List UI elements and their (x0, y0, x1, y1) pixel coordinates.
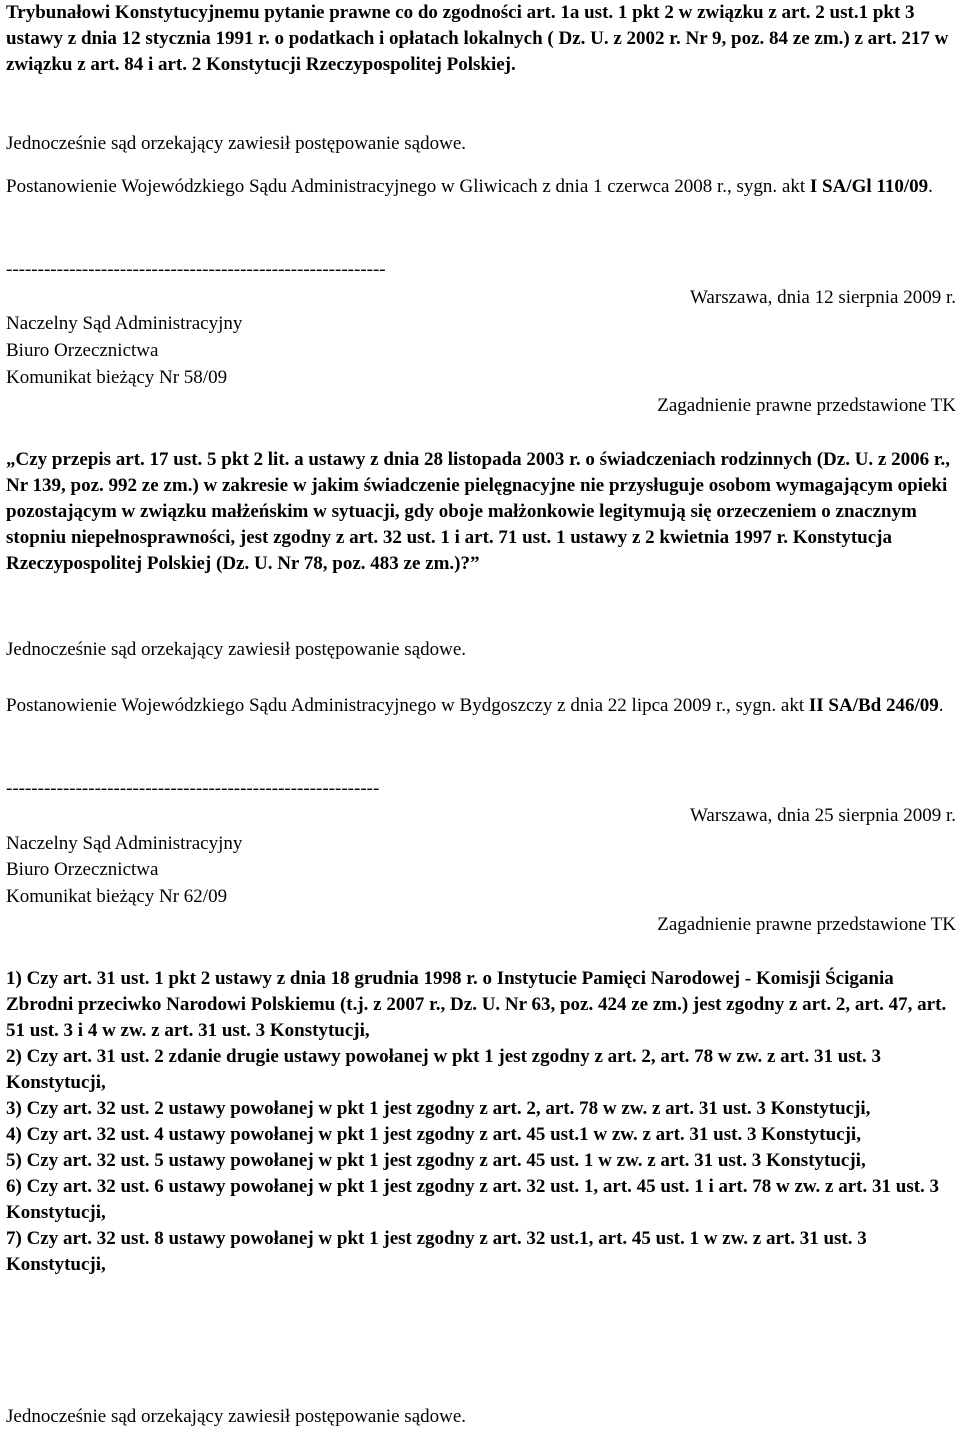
section1-decision-suffix: . (938, 695, 944, 716)
section1-date: Warszawa, dnia 12 sierpnia 2009 r. (690, 287, 956, 308)
intro-decision-reference (6, 174, 946, 200)
section2-suspended-note: Jednocześnie sąd orzekający zawiesił postępowanie sądowe. (6, 1406, 467, 1427)
intro-question-text: Trybunałowi Konstytucyjnemu pytanie prawne co do zgodności art. 1a ust. 1 pkt 2 w związku z art. 2 ust.1 pkt 3 ustawy z dnia 12 stycznia 1991 r. o podatkach i opłatach lokalnych ( Dz. U. z 2002 r. Nr 9, poz. 84 ze zm.) z art. 217 w związku z art. 84 i art. 2 Konstytucji Rzeczypospolitej Polskiej. (6, 2, 949, 75)
section1-decision-reference (6, 693, 946, 719)
section2-question-item: 3) Czy art. 32 ust. 2 ustawy powołanej w pkt 1 jest zgodny z art. 2, art. 78 w zw. z art. 31 ust. 3 Konstytucji, (6, 1098, 871, 1119)
section2-communique-number: Komunikat bieżący Nr 62/09 (6, 886, 228, 907)
section2-question-item: 4) Czy art. 32 ust. 4 ustawy powołanej w pkt 1 jest zgodny z art. 45 ust.1 w zw. z art. 31 ust. 3 Konstytucji, (6, 1124, 861, 1145)
section1-issue-type: Zagadnienie prawne przedstawione TK (657, 395, 956, 416)
section2-court-name: Naczelny Sąd Administracyjny (6, 833, 243, 854)
section2-question-item: 1) Czy art. 31 ust. 1 pkt 2 ustawy z dnia 18 grudnia 1998 r. o Instytucie Pamięci Narodowej - Komisji Ścigania Zbrodni przeciwko Narodowi Polskiemu (t.j. z 2007 r., Dz. U. Nr 63, poz. 424 ze zm.) jest zgodny z art. 2, art. 47, art. 51 ust. 3 i 4 w zw. z art. 31 ust. 3 Konstytucji, (6, 968, 947, 1041)
section2-office-name: Biuro Orzecznictwa (6, 859, 159, 880)
section1-legal-question: „Czy przepis art. 17 ust. 5 pkt 2 lit. a ustawy z dnia 28 listopada 2003 r. o świadczeniach rodzinnych (Dz. U. z 2006 r., Nr 139, poz. 992 ze zm.) w zakresie w jakim świadczenie pielęgnacyjne nie przysługuje osobom wymagającym opieki pozostającym w związku małżeńskim w sytuacji, gdy oboje małżonkowie legitymują się orzeczeniem o znacznym stopniu niepełnosprawności, jest zgodny z art. 32 ust. 1 i art. 71 ust. 1 ustawy z 2 kwietnia 1997 r. Konstytucja Rzeczypospolitej Polskiej (Dz. U. Nr 78, poz. 483 ze zm.)?” (6, 449, 951, 574)
section2-issue-type: Zagadnienie prawne przedstawione TK (657, 914, 956, 935)
section2-question-item: 7) Czy art. 32 ust. 8 ustawy powołanej w pkt 1 jest zgodny z art. 32 ust.1, art. 45 ust. 1 w zw. z art. 31 ust. 3 Konstytucji, (6, 1228, 867, 1275)
section1-court-name: Naczelny Sąd Administracyjny (6, 313, 243, 334)
section2-question-item: 5) Czy art. 32 ust. 5 ustawy powołanej w pkt 1 jest zgodny z art. 45 ust. 1 w zw. z art. 31 ust. 3 Konstytucji, (6, 1150, 866, 1171)
section2-question-item: 6) Czy art. 32 ust. 6 ustawy powołanej w pkt 1 jest zgodny z art. 32 ust. 1, art. 45 ust. 1 i art. 78 w zw. z art. 31 ust. 3 Konstytucji, (6, 1176, 940, 1223)
section1-decision-prefix: Postanowienie Wojewódzkiego Sądu Administracyjnego w Bydgoszczy z dnia 22 lipca 2009 r., sygn. akt (6, 695, 809, 716)
intro-decision-signature: I SA/Gl 110/09 (809, 176, 929, 197)
section2-question-item: 2) Czy art. 31 ust. 2 zdanie drugie ustawy powołanej w pkt 1 jest zgodny z art. 2, art. 78 w zw. z art. 31 ust. 3 Konstytucji, (6, 1046, 881, 1093)
section1-office-name: Biuro Orzecznictwa (6, 340, 159, 361)
section2-question-list (6, 966, 956, 1278)
intro-decision-prefix: Postanowienie Wojewódzkiego Sądu Administracyjnego w Gliwicach z dnia 1 czerwca 2008 r., sygn. akt (6, 176, 810, 197)
section2-date: Warszawa, dnia 25 sierpnia 2009 r. (690, 805, 956, 826)
intro-suspended-note: Jednocześnie sąd orzekający zawiesił postępowanie sądowe. (6, 133, 467, 154)
section1-suspended-note: Jednocześnie sąd orzekający zawiesił postępowanie sądowe. (6, 639, 467, 660)
separator-line-2: ----------------------------------------------------------- (6, 778, 380, 799)
section1-communique-number: Komunikat bieżący Nr 58/09 (6, 367, 228, 388)
separator-line-1: ------------------------------------------------------------ (6, 259, 386, 280)
intro-decision-suffix: . (928, 176, 933, 197)
section1-decision-signature: II SA/Bd 246/09 (808, 695, 939, 716)
